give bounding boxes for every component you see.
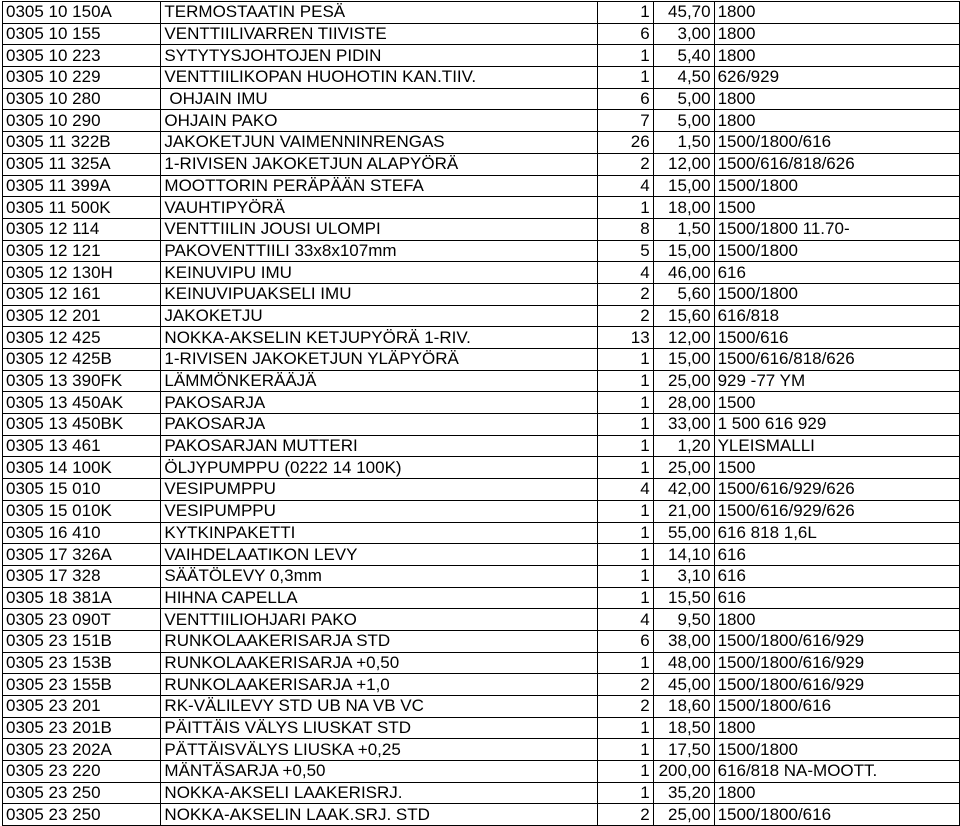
description-cell: KEINUVIPUAKSELI IMU [161,283,598,305]
model-cell: 1500/616/818/626 [714,349,959,371]
quantity-cell: 6 [598,630,654,652]
quantity-cell: 1 [598,739,654,761]
description-cell: RK-VÄLILEVY STD UB NA VB VC [161,696,598,718]
table-row [3,45,960,67]
part-number-cell: 0305 11 322B [3,132,161,154]
table-row [3,132,960,154]
price-cell: 42,00 [653,479,714,501]
price-cell: 15,00 [653,175,714,197]
description-cell: VENTTIILIKOPAN HUOHOTIN KAN.TIIV. [161,67,598,89]
part-number-cell: 0305 23 153B [3,652,161,674]
table-row [3,630,960,652]
quantity-cell: 4 [598,262,654,284]
description-cell: NOKKA-AKSELIN KETJUPYÖRÄ 1-RIV. [161,327,598,349]
part-number-cell: 0305 23 201B [3,717,161,739]
table-row [3,67,960,89]
part-number-cell: 0305 10 290 [3,110,161,132]
quantity-cell: 1 [598,652,654,674]
description-cell: TERMOSTAATIN PESÄ [161,2,598,24]
part-number-cell: 0305 10 229 [3,67,161,89]
price-cell: 28,00 [653,392,714,414]
quantity-cell: 1 [598,587,654,609]
price-cell: 12,00 [653,153,714,175]
part-number-cell: 0305 11 325A [3,153,161,175]
quantity-cell: 7 [598,110,654,132]
table-row [3,218,960,240]
table-row [3,652,960,674]
part-number-cell: 0305 15 010K [3,500,161,522]
model-cell: 1500/1800 [714,283,959,305]
price-cell: 33,00 [653,414,714,436]
quantity-cell: 2 [598,153,654,175]
model-cell: 1800 [714,609,959,631]
description-cell: PAKOSARJA [161,414,598,436]
table-row [3,804,960,826]
description-cell: VENTTIILIN JOUSI ULOMPI [161,218,598,240]
quantity-cell: 1 [598,544,654,566]
description-cell: RUNKOLAAKERISARJA +1,0 [161,674,598,696]
part-number-cell: 0305 13 450AK [3,392,161,414]
price-cell: 15,00 [653,349,714,371]
description-cell: MÄNTÄSARJA +0,50 [161,761,598,783]
part-number-cell: 0305 12 161 [3,283,161,305]
part-number-cell: 0305 12 425 [3,327,161,349]
price-cell: 45,70 [653,2,714,24]
model-cell: 1500/1800/616 [714,132,959,154]
model-cell: 1500/616/929/626 [714,500,959,522]
model-cell: 1500/1800/616/929 [714,630,959,652]
table-row [3,262,960,284]
model-cell: 1500/616/929/626 [714,479,959,501]
part-number-cell: 0305 12 114 [3,218,161,240]
model-cell: 1500/1800 [714,739,959,761]
price-cell: 15,60 [653,305,714,327]
price-cell: 1,20 [653,435,714,457]
part-number-cell: 0305 23 155B [3,674,161,696]
model-cell: 1500 [714,392,959,414]
description-cell: RUNKOLAAKERISARJA +0,50 [161,652,598,674]
table-row [3,609,960,631]
price-cell: 5,60 [653,283,714,305]
description-cell: RUNKOLAAKERISARJA STD [161,630,598,652]
price-cell: 17,50 [653,739,714,761]
description-cell: JAKOKETJU [161,305,598,327]
description-cell: PAKOSARJAN MUTTERI [161,435,598,457]
model-cell: 1800 [714,110,959,132]
price-cell: 45,00 [653,674,714,696]
quantity-cell: 1 [598,761,654,783]
quantity-cell: 1 [598,392,654,414]
description-cell: NOKKA-AKSELI LAAKERISRJ. [161,782,598,804]
description-cell: OHJAIN IMU [161,88,598,110]
part-number-cell: 0305 23 220 [3,761,161,783]
model-cell: 1500/1800/616/929 [714,652,959,674]
table-row [3,717,960,739]
model-cell: YLEISMALLI [714,435,959,457]
model-cell: 1500/1800/616/929 [714,674,959,696]
part-number-cell: 0305 12 130H [3,262,161,284]
model-cell: 616/818 NA-MOOTT. [714,761,959,783]
part-number-cell: 0305 10 150A [3,2,161,24]
part-number-cell: 0305 12 201 [3,305,161,327]
part-number-cell: 0305 23 201 [3,696,161,718]
price-cell: 3,00 [653,23,714,45]
table-row [3,522,960,544]
quantity-cell: 1 [598,414,654,436]
price-cell: 5,00 [653,88,714,110]
table-row [3,674,960,696]
description-cell: KYTKINPAKETTI [161,522,598,544]
quantity-cell: 2 [598,696,654,718]
model-cell: 1500 [714,197,959,219]
model-cell: 1800 [714,45,959,67]
part-number-cell: 0305 23 250 [3,782,161,804]
part-number-cell: 0305 13 390FK [3,370,161,392]
quantity-cell: 2 [598,283,654,305]
description-cell: VENTTIILIOHJARI PAKO [161,609,598,631]
quantity-cell: 1 [598,67,654,89]
model-cell: 1500/1800 [714,240,959,262]
description-cell: JAKOKETJUN VAIMENNINRENGAS [161,132,598,154]
part-number-cell: 0305 15 010 [3,479,161,501]
model-cell: 1800 [714,717,959,739]
description-cell: KEINUVIPU IMU [161,262,598,284]
price-cell: 55,00 [653,522,714,544]
model-cell: 929 -77 YM [714,370,959,392]
quantity-cell: 5 [598,240,654,262]
table-row [3,110,960,132]
table-row [3,479,960,501]
table-row [3,153,960,175]
quantity-cell: 8 [598,218,654,240]
part-number-cell: 0305 16 410 [3,522,161,544]
model-cell: 1800 [714,23,959,45]
price-cell: 25,00 [653,804,714,826]
description-cell: HIHNA CAPELLA [161,587,598,609]
model-cell: 1 500 616 929 [714,414,959,436]
part-number-cell: 0305 17 328 [3,565,161,587]
description-cell: VESIPUMPPU [161,500,598,522]
price-cell: 5,00 [653,110,714,132]
quantity-cell: 1 [598,435,654,457]
price-cell: 48,00 [653,652,714,674]
part-number-cell: 0305 23 250 [3,804,161,826]
description-cell: SYTYTYSJOHTOJEN PIDIN [161,45,598,67]
part-number-cell: 0305 23 090T [3,609,161,631]
model-cell: 616 [714,565,959,587]
quantity-cell: 1 [598,782,654,804]
table-row [3,305,960,327]
price-cell: 1,50 [653,218,714,240]
quantity-cell: 26 [598,132,654,154]
quantity-cell: 1 [598,457,654,479]
part-number-cell: 0305 10 223 [3,45,161,67]
description-cell: 1-RIVISEN JAKOKETJUN YLÄPYÖRÄ [161,349,598,371]
table-row [3,23,960,45]
price-cell: 21,00 [653,500,714,522]
description-cell: PÄITTÄIS VÄLYS LIUSKAT STD [161,717,598,739]
price-cell: 18,60 [653,696,714,718]
price-cell: 14,10 [653,544,714,566]
model-cell: 616/818 [714,305,959,327]
price-cell: 200,00 [653,761,714,783]
table-row [3,696,960,718]
model-cell: 1500/1800 11.70- [714,218,959,240]
description-cell: MOOTTORIN PERÄPÄÄN STEFA [161,175,598,197]
model-cell: 1500 [714,457,959,479]
part-number-cell: 0305 10 155 [3,23,161,45]
table-row [3,457,960,479]
description-cell: VAUHTIPYÖRÄ [161,197,598,219]
table-row [3,370,960,392]
table-row [3,2,960,24]
quantity-cell: 1 [598,45,654,67]
model-cell: 1800 [714,782,959,804]
price-cell: 35,20 [653,782,714,804]
description-cell: 1-RIVISEN JAKOKETJUN ALAPYÖRÄ [161,153,598,175]
table-row [3,327,960,349]
price-cell: 5,40 [653,45,714,67]
quantity-cell: 6 [598,23,654,45]
price-cell: 4,50 [653,67,714,89]
part-number-cell: 0305 14 100K [3,457,161,479]
part-number-cell: 0305 12 425B [3,349,161,371]
part-number-cell: 0305 12 121 [3,240,161,262]
price-cell: 46,00 [653,262,714,284]
price-cell: 9,50 [653,609,714,631]
table-row [3,175,960,197]
model-cell: 1500/1800 [714,175,959,197]
description-cell: PAKOSARJA [161,392,598,414]
part-number-cell: 0305 13 461 [3,435,161,457]
quantity-cell: 1 [598,349,654,371]
quantity-cell: 1 [598,370,654,392]
quantity-cell: 1 [598,522,654,544]
quantity-cell: 1 [598,500,654,522]
description-cell: VESIPUMPPU [161,479,598,501]
model-cell: 616 [714,587,959,609]
description-cell: LÄMMÖNKERÄÄJÄ [161,370,598,392]
table-row [3,435,960,457]
table-row [3,197,960,219]
part-number-cell: 0305 23 202A [3,739,161,761]
quantity-cell: 4 [598,609,654,631]
description-cell: VENTTIILIVARREN TIIVISTE [161,23,598,45]
parts-table-body [3,2,960,826]
quantity-cell: 1 [598,565,654,587]
part-number-cell: 0305 23 151B [3,630,161,652]
quantity-cell: 2 [598,305,654,327]
price-cell: 25,00 [653,370,714,392]
quantity-cell: 13 [598,327,654,349]
model-cell: 1500/1800/616 [714,696,959,718]
table-row [3,565,960,587]
part-number-cell: 0305 13 450BK [3,414,161,436]
quantity-cell: 6 [598,88,654,110]
model-cell: 1500/616/818/626 [714,153,959,175]
table-row [3,88,960,110]
table-row [3,240,960,262]
description-cell: SÄÄTÖLEVY 0,3mm [161,565,598,587]
description-cell: PAKOVENTTIILI 33x8x107mm [161,240,598,262]
parts-table [2,1,960,826]
part-number-cell: 0305 11 399A [3,175,161,197]
part-number-cell: 0305 10 280 [3,88,161,110]
table-row [3,349,960,371]
table-row [3,414,960,436]
table-row [3,500,960,522]
table-row [3,283,960,305]
quantity-cell: 4 [598,175,654,197]
description-cell: OHJAIN PAKO [161,110,598,132]
description-cell: ÖLJYPUMPPU (0222 14 100K) [161,457,598,479]
price-cell: 18,00 [653,197,714,219]
model-cell: 1800 [714,88,959,110]
table-row [3,587,960,609]
quantity-cell: 2 [598,674,654,696]
price-cell: 15,00 [653,240,714,262]
description-cell: NOKKA-AKSELIN LAAK.SRJ. STD [161,804,598,826]
table-row [3,392,960,414]
table-row [3,544,960,566]
model-cell: 1800 [714,2,959,24]
price-cell: 12,00 [653,327,714,349]
table-row [3,739,960,761]
description-cell: VAIHDELAATIKON LEVY [161,544,598,566]
quantity-cell: 1 [598,717,654,739]
price-cell: 1,50 [653,132,714,154]
table-row [3,782,960,804]
model-cell: 1500/1800/616 [714,804,959,826]
price-cell: 38,00 [653,630,714,652]
part-number-cell: 0305 17 326A [3,544,161,566]
price-cell: 18,50 [653,717,714,739]
part-number-cell: 0305 18 381A [3,587,161,609]
model-cell: 626/929 [714,67,959,89]
quantity-cell: 1 [598,2,654,24]
model-cell: 616 [714,544,959,566]
table-row [3,761,960,783]
quantity-cell: 1 [598,197,654,219]
price-cell: 15,50 [653,587,714,609]
part-number-cell: 0305 11 500K [3,197,161,219]
quantity-cell: 4 [598,479,654,501]
model-cell: 1500/616 [714,327,959,349]
model-cell: 616 [714,262,959,284]
description-cell: PÄTTÄISVÄLYS LIUSKA +0,25 [161,739,598,761]
model-cell: 616 818 1,6L [714,522,959,544]
price-cell: 25,00 [653,457,714,479]
price-cell: 3,10 [653,565,714,587]
quantity-cell: 2 [598,804,654,826]
